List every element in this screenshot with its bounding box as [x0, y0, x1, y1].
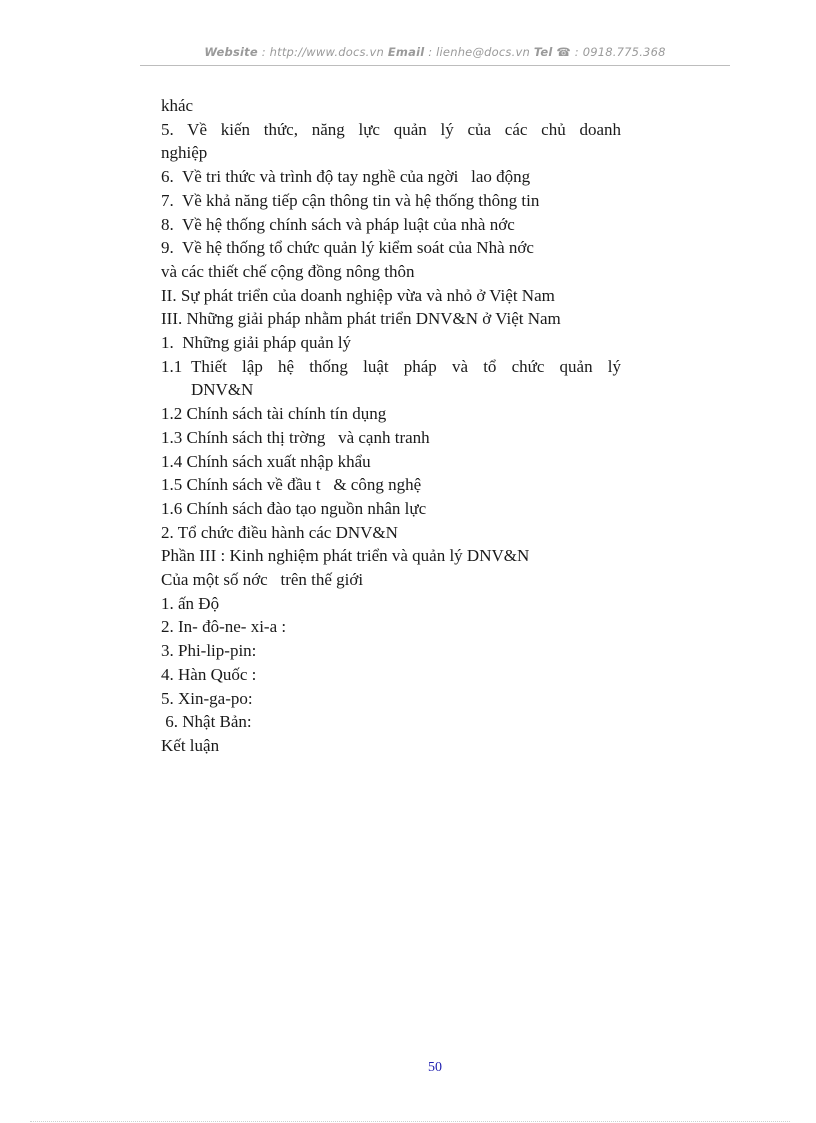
text-line: 1.4 Chính sách xuất nhập khẩu: [161, 451, 371, 471]
section-heading: III. Những giải pháp nhằm phát triển DNV&N ở Việt Nam: [161, 309, 561, 329]
text-line: khác: [161, 96, 194, 115]
text-line: 1.6 Chính sách đào tạo nguồn nhân lực: [161, 498, 427, 518]
footer-rule: [30, 1121, 790, 1122]
text-line: Của một số nớc trên thế giới: [161, 570, 364, 590]
section-heading: Phần III : Kinh nghiệm phát triển và quản lý DNV&N: [161, 546, 530, 566]
text-line: 3. Phi-lip-pin:: [161, 641, 257, 661]
text-line: 4. Hàn Quốc :: [161, 664, 257, 684]
item-text-line: DNV&N: [191, 380, 254, 400]
section-heading: II. Sự phát triển của doanh nghiệp vừa và nhỏ ở Việt Nam: [161, 285, 555, 305]
text-line: 1.5 Chính sách về đầu t & công nghệ: [161, 475, 422, 495]
document-body: [161, 94, 621, 758]
text-line: 5. Về kiến thức, năng lực quản lý của các chủ doanh: [161, 119, 621, 139]
text-line: 8. Về hệ thống chính sách và pháp luật của nhà nớc: [161, 214, 515, 234]
website-label: Website: [204, 45, 258, 59]
item-text-line: Thiết lập hệ thống luật pháp và tổ chức quản lý: [191, 356, 621, 376]
phone-icon: ☎: [556, 45, 571, 59]
item-text: [191, 355, 621, 402]
text-line: 9. Về hệ thống tổ chức quản lý kiểm soát của Nhà nớc: [161, 238, 534, 258]
tel-label: Tel: [533, 45, 553, 59]
website-value: : http://www.docs.vn: [257, 45, 388, 59]
text-line: Kết luận: [161, 735, 220, 755]
page-number: 50: [428, 1060, 442, 1075]
page-header: [140, 45, 730, 59]
text-line: 1.3 Chính sách thị trờng và cạnh tranh: [161, 427, 430, 447]
text-line: 2. Tổ chức điều hành các DNV&N: [161, 522, 398, 542]
text-line: 1.2 Chính sách tài chính tín dụng: [161, 404, 387, 424]
text-line: 6. Về tri thức và trình độ tay nghề của ngời lao động: [161, 167, 531, 187]
email-value: : lienhe@docs.vn: [424, 45, 534, 59]
text-line: 5. Xin-ga-po:: [161, 688, 253, 708]
text-line: 1. ấn Độ: [161, 593, 220, 613]
item-number: 1.1: [161, 356, 183, 376]
text-line: 7. Về khả năng tiếp cận thông tin và hệ thống thông tin: [161, 190, 540, 210]
email-label: Email: [387, 45, 425, 59]
numbered-item: [161, 355, 621, 402]
text-line: và các thiết chế cộng đồng nông thôn: [161, 261, 415, 281]
header-rule: [140, 65, 730, 66]
text-line: 6. Nhật Bản:: [161, 712, 252, 732]
text-line: 2. In- đô-ne- xi-a :: [161, 617, 287, 637]
tel-value: : 0918.775.368: [570, 45, 666, 59]
text-line: 1. Những giải pháp quản lý: [161, 333, 352, 353]
text-line: nghiệp: [161, 143, 208, 163]
